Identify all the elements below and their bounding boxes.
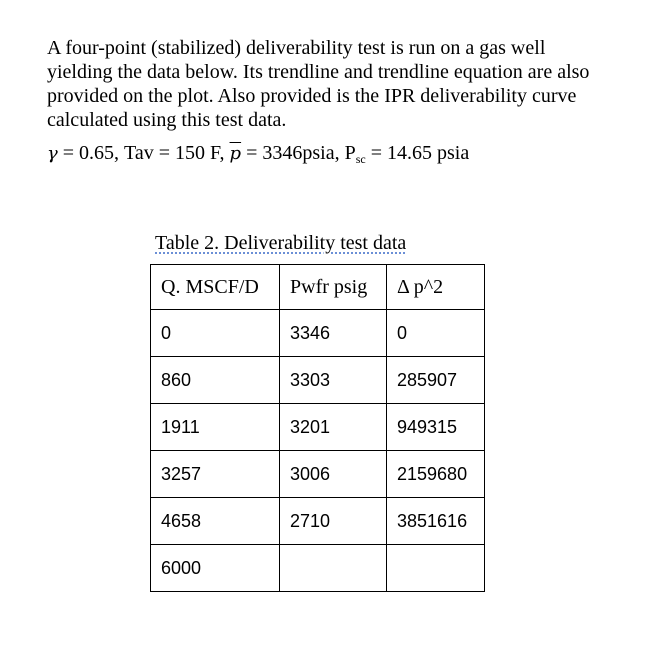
cell-pwf: 2710 — [280, 498, 387, 545]
header-pwf: Pwfr psig — [280, 265, 387, 310]
cell-q: 1911 — [151, 404, 280, 451]
gamma-value: = 0.65, — [62, 142, 120, 164]
cell-dp2: 2159680 — [387, 451, 485, 498]
table-row — [151, 404, 485, 451]
statement-line-4: calculated using this test data. — [47, 109, 287, 131]
cell-dp2: 949315 — [387, 404, 485, 451]
table-header-row — [151, 265, 485, 310]
header-dp2: Δ p^2 — [387, 265, 485, 310]
table-caption: Table 2. Deliverability test data — [155, 232, 407, 254]
header-q: Q. MSCF/D — [151, 265, 280, 310]
cell-dp2: 0 — [387, 310, 485, 357]
gamma-symbol: γ — [47, 143, 58, 164]
cell-pwf: 3303 — [280, 357, 387, 404]
table-row — [151, 310, 485, 357]
cell-q: 0 — [151, 310, 280, 357]
deliverability-table — [150, 264, 485, 592]
statement-line-1: A four-point (stabilized) deliverability test is run on a gas well — [47, 37, 546, 59]
cell-pwf: 3201 — [280, 404, 387, 451]
cell-pwf: 3346 — [280, 310, 387, 357]
cell-q: 6000 — [151, 545, 280, 592]
statement-line-2: yielding the data below. Its trendline and trendline equation are also — [47, 61, 590, 83]
statement-line-3: provided on the plot. Also provided is the IPR deliverability curve — [47, 85, 577, 107]
cell-dp2 — [387, 545, 485, 592]
psc-subscript: sc — [355, 152, 366, 166]
psc-label: $P_{sc}$ — [344, 142, 366, 166]
cell-q: 3257 — [151, 451, 280, 498]
cell-q: 860 — [151, 357, 280, 404]
cell-dp2: 285907 — [387, 357, 485, 404]
problem-statement — [47, 36, 647, 132]
tav-text: Tav = 150 F, — [124, 142, 225, 164]
table-row — [151, 545, 485, 592]
cell-dp2: 3851616 — [387, 498, 485, 545]
table-row — [151, 357, 485, 404]
cell-q: 4658 — [151, 498, 280, 545]
table-row — [151, 451, 485, 498]
psc-value: = 14.65 psia — [370, 142, 470, 164]
cell-pwf: 3006 — [280, 451, 387, 498]
pbar-value: = 3346psia, — [246, 142, 340, 164]
given-parameters — [47, 140, 469, 172]
pbar-symbol: $\overline{p}$ — [229, 143, 242, 164]
table-row — [151, 498, 485, 545]
cell-pwf — [280, 545, 387, 592]
